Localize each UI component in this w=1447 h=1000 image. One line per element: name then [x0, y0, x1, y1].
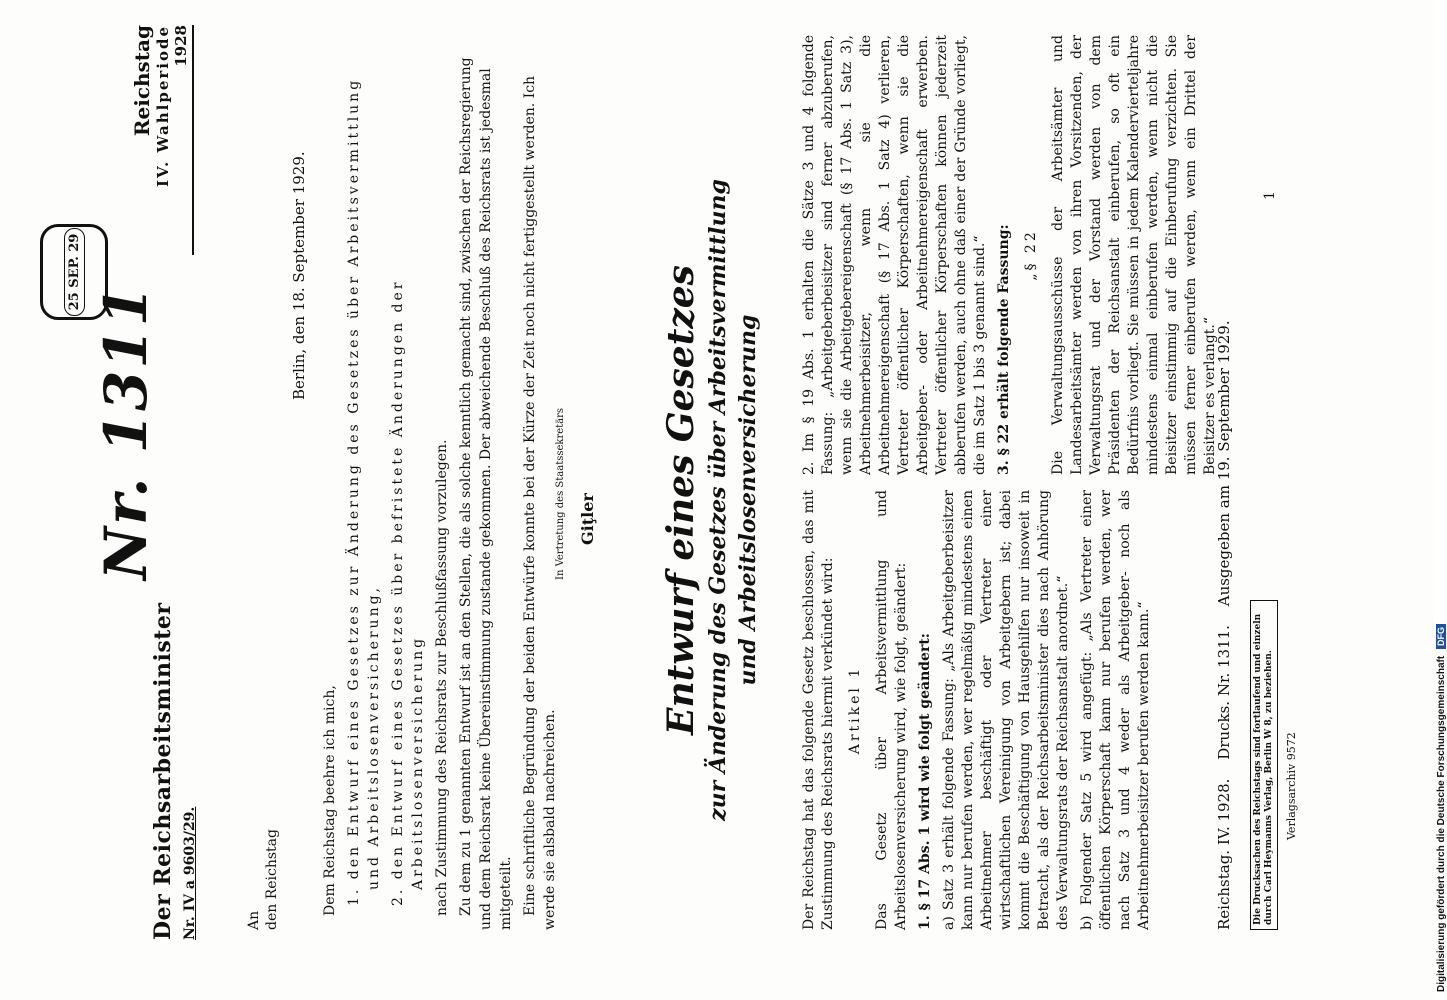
footer-druck: Drucks. Nr. 1311. [1215, 625, 1233, 760]
stamp-date: 25 SEP. 29 [64, 228, 85, 317]
letter-intro: Dem Reichstag beehre ich mich, [322, 685, 338, 916]
digitization-strip [1412, 0, 1447, 1000]
signature: Giţler [578, 493, 597, 545]
section-1: 1. § 17 Abs. 1 wird wie folgt geändert: [917, 633, 933, 930]
article-intro: Das Gesetz über Arbeitsvermittlung und Arbeitslosenversicherung wird, wie folgt, geändert: [874, 490, 909, 930]
section-22-heading: „§ 22 [1023, 229, 1039, 281]
year-label: 1928 [172, 25, 194, 255]
section-3: 3. § 22 erhält folgende Fassung: [996, 224, 1012, 475]
received-stamp [40, 224, 108, 320]
draft-title: Entwurf eines Gesetzes [660, 265, 702, 735]
draft-subtitle-1: zur Änderung des Gesetzes über Arbeitsvermittlung [705, 179, 731, 821]
left-column [800, 490, 1159, 930]
section-22-text: Die Verwaltungsausschüsse der Arbeitsämter und Landesarbeitsämter werden von ihren Vorsitzenden, der Verwaltungsrat und der Vorstand werden von dem Präsidenten der Reichsanstalt einberufen, so oft ein Bedürfnis vorliegt. Sie müssen in jedem Kalendervierteljahre mindestens einmal einberufen werden, wenn nicht die Beisitzer einstimmig auf die Einberufung verzichten. Sie müssen ferner einberufen werden, wenn ein Drittel der Beisitzer es verlangt.“ [1050, 35, 1218, 475]
right-column [800, 35, 1225, 475]
ministry-header [150, 560, 198, 940]
addressee-line-1: An [246, 910, 262, 930]
preamble: Der Reichstag hat das folgende Gesetz beschlossen, das mit Zustimmung des Reichsrats hiermit verkündet wird: [801, 490, 836, 930]
letter-item-2-cont: nach Zustimmung des Reichsrats zur Beschlußfassung vorzulegen. [434, 439, 450, 916]
section-1b: b) Folgender Satz 5 wird angefügt: „Als Vertreter einer öffentlichen Körperschaft kann nur berufen werden, wer nach Satz 3 und 4 weder als Arbeitgeber- noch als Arbeitnehmerbeisitzer berufen werden kann.“ [1079, 490, 1152, 930]
period-label: IV. Wahlperiode [154, 25, 172, 188]
article-heading: Artikel 1 [847, 665, 863, 755]
reichstag-header [130, 25, 194, 255]
section-2: 2. Im § 19 Abs. 1 erhalten die Sätze 3 und 4 folgende Fassung: „Arbeitgeberbeisitzer sind ferner abzuberufen, wenn sie die Arbeitgebereigenschaft (§ 17 Abs. 1 Satz 3), Arbeitnehmerbeisitzer, wenn sie die Arbeitnehmereigenschaft (§ 17 Abs. 1 Satz 4) verlieren, Vertreter öffentlicher Körperschaften, wenn sie die Arbeitgeber- oder Arbeitnehmereigenschaft erwerben. Vertreter öffentlicher Körperschaften können jederzeit abberufen werden, auch ohne daß einer der Gründe vorliegt, die im Satz 1 bis 3 genannt sind.“ [801, 35, 988, 475]
letter-date: Berlin, den 18. September 1929. [290, 151, 308, 400]
letter-paragraph-2: Eine schriftliche Begründung der beiden Entwürfe konnte bei der Kürze der Zeit noch nicht fertiggestellt werden. Ich werde sie alsbald nachreichen. [522, 75, 558, 930]
dfg-logo: DFG [1436, 624, 1446, 649]
representation-note: In Vertretung des Staatssekretärs [555, 407, 566, 580]
publisher-box: Die Drucksachen des Reichstags sind fortlaufend und einzeln durch Carl Heymanns Verlag, Berlin W 8, zu beziehen. [1250, 600, 1278, 930]
reference-number: Nr. IV a 9603/29. [182, 806, 198, 940]
footer-line [1215, 30, 1233, 930]
document-number: Nr. 1311 [92, 283, 160, 580]
draft-subtitle-2: und Arbeitslosenversicherung [735, 314, 761, 686]
publisher-archive: Verlagsarchiv 9572 [1285, 732, 1298, 840]
addressee [245, 829, 281, 930]
letter-item-1: 1. den Entwurf eines Gesetzes zur Änderung des Gesetzes über Arbeitsvermittlung und Arbeitslosenversicherung, [346, 77, 382, 906]
letter-paragraph-1: Zu dem zu 1 genannten Entwurf ist an den Stellen, die als solche kenntlich gemacht sind, zwischen der Reichsregierung und dem Reichsrat keine Übereinstimmung zustande gekommen. Der abweichende Beschluß des Reichsrats ist jedesmal mitgeteilt. [458, 57, 514, 930]
addressee-line-2: den Reichstag [264, 829, 280, 930]
digitization-credit: Digitalisierung gefördert durch die Deutsche Forschungsgemeinschaft [1436, 655, 1447, 992]
section-1a: a) Satz 3 erhält folgende Fassung: „Als Arbeitgeberbeisitzer kann nur berufen werden, wer regelmäßig mindestens einen Arbeitnehmer beschäftigt oder Vertreter einer wirtschaftlichen Vereinigung von Arbeitgebern ist; dabei kommt die Beschäftigung von Hausgehilfen nur insoweit in Betracht, als der Reichsarbeitsminister dies nach Anhörung des Verwaltungsrats der Reichsanstalt anordnet.“ [941, 490, 1071, 930]
footer-issued: Ausgegeben am 19. September 1929. [1215, 320, 1233, 607]
footer-reichstag: Reichstag. IV. 1928. [1215, 778, 1233, 930]
letter-item-2: 2. den Entwurf eines Gesetzes über befristete Änderungen der Arbeitslosenversicherung [390, 279, 426, 906]
cover-letter [320, 50, 564, 930]
page-number: 1 [1262, 191, 1278, 200]
ministry-title: Der Reichsarbeitsminister [150, 602, 176, 940]
reichstag-label: Reichstag [130, 25, 154, 137]
